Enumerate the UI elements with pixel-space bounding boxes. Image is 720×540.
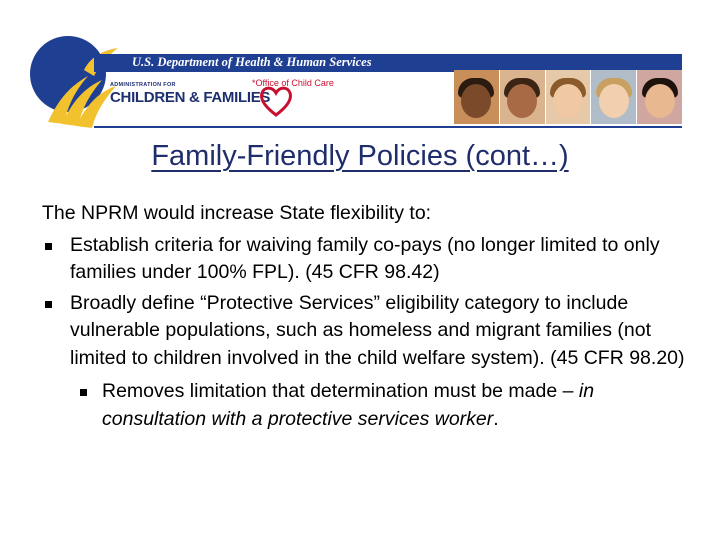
sub-bullet-item bbox=[42, 378, 692, 433]
square-bullet-icon bbox=[45, 243, 52, 250]
bullet-text: Broadly define “Protective Services” eligibility category to include vulnerable populations, such as homeless and migrant families (not limited to children involved in the child welfare system). (45 CFR 98.20) bbox=[70, 291, 685, 369]
slide-title: Family-Friendly Policies (cont…) bbox=[151, 140, 569, 172]
bullet-item bbox=[42, 232, 692, 287]
bullet-item bbox=[42, 290, 692, 373]
child-photo bbox=[546, 70, 592, 124]
child-photo bbox=[591, 70, 637, 124]
agency-name: U.S. Department of Health & Human Services bbox=[132, 55, 372, 69]
bullet-text: Establish criteria for waiving family co-pays (no longer limited to only families under 100% FPL). (45 CFR 98.42) bbox=[70, 233, 660, 283]
acf-name: CHILDREN & FAMILIES bbox=[110, 89, 271, 106]
header-banner bbox=[28, 30, 682, 130]
sub-bullet-text: Removes limitation that determination must be made – bbox=[102, 380, 579, 402]
heart-icon bbox=[258, 84, 294, 118]
square-bullet-icon bbox=[45, 301, 52, 308]
sub-bullet-end: . bbox=[493, 407, 499, 430]
acf-small-label: ADMINISTRATION FOR bbox=[110, 82, 176, 88]
children-photo-strip bbox=[454, 70, 682, 124]
acf-logo bbox=[110, 76, 460, 126]
office-of-child-care-label: *Office of Child Care bbox=[252, 78, 334, 88]
slide-body bbox=[42, 200, 692, 433]
sub-bullet-emphasis: in consultation with a protective services worker bbox=[102, 380, 595, 430]
child-photo bbox=[454, 70, 500, 124]
header-divider bbox=[94, 126, 682, 128]
child-photo bbox=[637, 70, 682, 124]
child-photo bbox=[500, 70, 546, 124]
square-bullet-icon bbox=[80, 389, 87, 396]
intro-text: The NPRM would increase State flexibility to: bbox=[42, 202, 432, 224]
